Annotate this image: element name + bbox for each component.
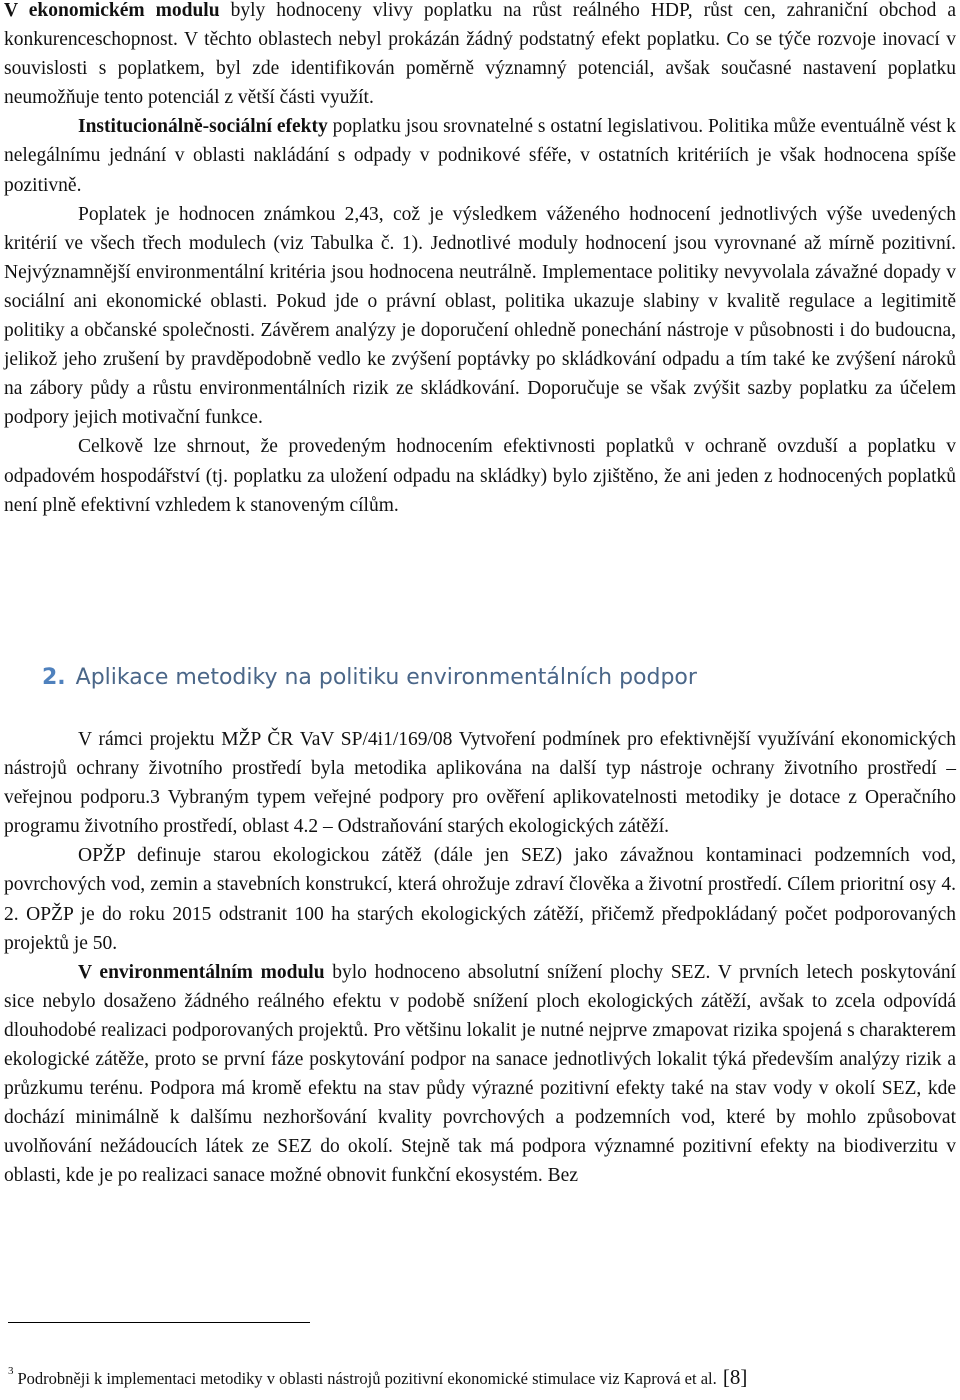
section-number: 2. [42, 665, 66, 690]
section-heading [42, 662, 697, 694]
paragraph-summary [4, 432, 956, 519]
paragraph-text: poplatku jsou srovnatelné s ostatní legislativou. Politika může eventuálně vést k nelegálnímu jednání v oblasti nakládání s odpady v podnikové sféře, v ostatních kritériích je však hodnocena spíše pozitivně. [4, 116, 956, 196]
bold-lead: V environmentálním modulu [78, 961, 325, 983]
paragraph-economic-module [4, 0, 956, 112]
footnote-text: Podrobněji k implementaci metodiky v oblasti nástrojů pozitivní ekonomické stimulace viz Kaprová et al. [17, 1369, 717, 1388]
paragraph-text: Celkově lze shrnout, že provedeným hodnocením efektivnosti poplatků v ochraně ovzduší a poplatku v odpadovém hospodářství (tj. poplatku za uložení odpadu na skládky) bylo zjištěno, že ani jeden z hodnocených poplatků není plně efektivní vzhledem k stanoveným cílům. [4, 436, 956, 516]
paragraph-institutional-effects [4, 112, 956, 199]
paragraph-text: V rámci projektu MŽP ČR VaV SP/4i1/169/08 Vytvoření podmínek pro efektivnější využívání ekonomických nástrojů ochrany životního prostředí byla metodika aplikována na další typ nástroje ochrany životního prostředí – veřejnou podporu.3 Vybraným typem veřejné podpory pro ověření aplikovatelnosti metodiky je dotace z Operačního programu životního prostředí, oblast 4.2 – Odstraňování starých ekologických zátěží. [4, 729, 956, 838]
paragraph-text: OPŽP definuje starou ekologickou zátěž (dále jen SEZ) jako závažnou kontaminaci podzemních vod, povrchových vod, zemin a stavebních konstrukcí, která ohrožuje zdraví člověka a životní prostředí. Cílem prioritní osy 4. 2. OPŽP je do roku 2015 odstranit 100 ha starých ekologických zátěží, přičemž předpokládaný počet podporovaných projektů je 50. [4, 845, 956, 954]
paragraph-project [4, 725, 956, 841]
bold-lead: V ekonomickém modulu [4, 0, 220, 21]
paragraph-text: bylo hodnoceno absolutní snížení plochy SEZ. V prvních letech poskytování sice nebylo dosaženo žádného reálného efektu v podobě snížení ploch ekologických zátěží, avšak to zcela odpovídá dlouhodobé realizaci podporovaných projektů. Pro většinu lokalit je nutné nejprve zmapovat rizika spojená s charakterem ekologické zátěže, proto se první fáze poskytování podpor na sanace jednotlivých lokalit týká především analýzy rizik a průzkumu terénu. Podpora má kromě efektu na stav půdy výrazné pozitivní efekty také na stav vody v okolí SEZ, kde dochází minimálně k dalšímu nezhoršování kvality povrchových a podzemních vod, které by mohlo způsobovat uvolňování nežádoucích látek ze SEZ do okolí. Stejně tak má podpora významné pozitivní efekty na biodiverzitu v oblasti, kde je po realizaci sanace možné obnovit funkční ekosystém. Bez [4, 961, 956, 1187]
page-number: [8] [722, 1365, 748, 1389]
section-title: Aplikace metodiky na politiku environmentálních podpor [75, 665, 697, 690]
paragraph-environmental-module [4, 958, 956, 1191]
footnote [8, 1365, 960, 1393]
paragraph-text: Poplatek je hodnocen známkou 2,43, což je výsledkem váženého hodnocení jednotlivých výše uvedených kritérií ve všech třech modulech (viz Tabulka č. 1). Jednotlivé moduly hodnocení jsou vyrovnané až mírně pozitivní. Nejvýznamnější environmentální kritéria jsou hodnocena neutrálně. Implementace politiky nevyvolala závažné dopady v sociální ani ekonomické oblasti. Pokud jde o právní oblast, politika ukazuje slabiny v kvalitě regulace a legitimitě politiky a občanské společnosti. Závěrem analýzy je doporučení ohledně ponechání nástroje v působnosti i do budoucna, jelikož jeho zrušení by pravděpodobně vedlo ke zvýšení poptávky po skládkování odpadu a tím také ke zvýšení nároků na zábory půdy a růstu environmentálních rizik ze skládkování. Doporučuje se však zvýšit sazby poplatku za účelem podpory jejich motivační funkce. [4, 203, 956, 429]
text-block-top [4, 0, 956, 520]
paragraph-rating [4, 200, 956, 433]
footnote-separator [8, 1322, 310, 1323]
paragraph-text: byly hodnoceny vlivy poplatku na růst reálného HDP, růst cen, zahraniční obchod a konkurenceschopnost. V těchto oblastech nebyl prokázán žádný podstatný efekt poplatku. Co se týče rozvoje inovací v souvislosti s poplatkem, byl zde identifikován poměrně významný potenciál, avšak současné nastavení poplatku neumožňuje tento potenciál z větší části využít. [4, 0, 956, 109]
bold-lead: Institucionálně-sociální efekty [78, 116, 328, 138]
paragraph-opzp-definition [4, 841, 956, 957]
text-block-bottom [4, 725, 956, 1191]
footnote-marker: 3 [8, 1365, 14, 1377]
